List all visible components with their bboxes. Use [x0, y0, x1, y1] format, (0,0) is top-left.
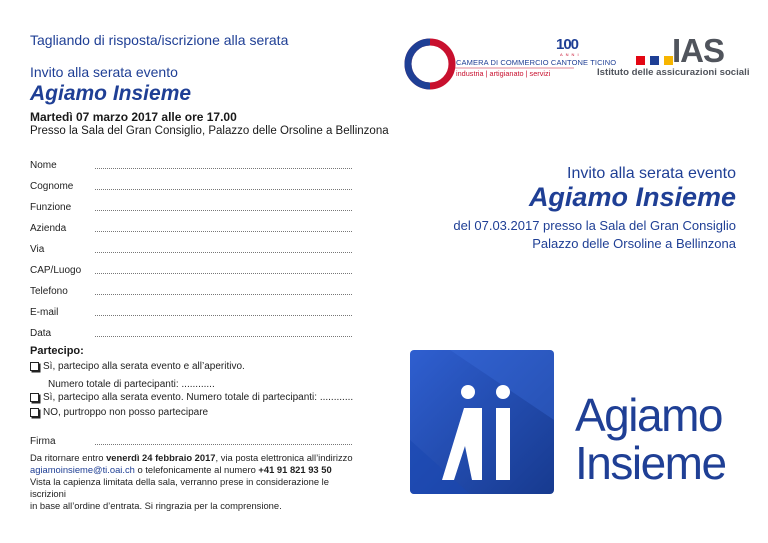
field-input-line[interactable] — [95, 264, 352, 274]
cc-name: CAMERA DI COMMERCIO CANTONE TICINO — [456, 58, 617, 67]
field-input-line[interactable] — [95, 243, 352, 253]
field-label: Via — [30, 244, 45, 255]
brand-wordmark-line2: Insieme — [575, 437, 726, 489]
cc-100-anni-badge: 100 — [556, 36, 579, 53]
form-title: Tagliando di risposta/iscrizione alla serata — [30, 32, 289, 48]
field-telefono[interactable] — [30, 276, 352, 297]
field-nome[interactable] — [30, 150, 352, 171]
participants-count-line[interactable]: Numero totale di partecipanti: ............ — [48, 379, 215, 390]
cc-sub: industria | artigianato | servizi — [456, 69, 551, 78]
footer-note: in base all’ordine d’entrata. Si ringrazia per la comprensione. — [30, 500, 282, 511]
cc-anni: ANNI — [560, 52, 582, 57]
footer-text: , via posta elettronica all’indirizzo — [215, 452, 353, 463]
field-label: Nome — [30, 160, 57, 171]
field-label: Azienda — [30, 223, 67, 234]
ias-wordmark: IAS — [672, 32, 725, 69]
option-evento[interactable] — [30, 392, 353, 403]
checkbox-icon[interactable] — [30, 393, 39, 402]
field-label: Cognome — [30, 181, 74, 192]
field-label: Funzione — [30, 202, 72, 213]
option-label: Sì, partecipo alla serata evento. Numero totale di partecipanti: ............ — [43, 392, 354, 403]
option-label: NO, purtroppo non posso partecipare — [43, 407, 209, 418]
checkbox-icon[interactable] — [30, 408, 39, 417]
footer-text: o telefonicamente al numero — [134, 464, 259, 475]
field-data[interactable] — [30, 318, 352, 339]
field-input-line[interactable] — [95, 180, 352, 190]
field-input-line[interactable] — [95, 306, 352, 316]
field-label: Telefono — [30, 286, 68, 297]
agiamo-insieme-logo-icon — [410, 350, 554, 494]
field-email[interactable] — [30, 297, 352, 318]
field-label: E-mail — [30, 307, 59, 318]
field-funzione[interactable] — [30, 192, 352, 213]
right-event-location: Palazzo delle Orsoline a Bellinzona — [532, 236, 736, 251]
field-via[interactable] — [30, 234, 352, 255]
option-label: Sì, partecipo alla serata evento e all’aperitivo. — [43, 361, 245, 372]
field-azienda[interactable] — [30, 213, 352, 234]
checkbox-icon[interactable] — [30, 362, 39, 371]
field-cap-luogo[interactable] — [30, 255, 352, 276]
field-label: CAP/Luogo — [30, 265, 82, 276]
field-firma[interactable] — [30, 426, 352, 447]
brand-wordmark-line1: Agiamo — [575, 389, 722, 441]
event-place: Presso la Sala del Gran Consiglio, Palazzo delle Orsoline a Bellinzona — [30, 125, 389, 137]
event-date: Martedì 07 marzo 2017 alle ore 17.00 — [30, 110, 237, 124]
partecipo-label: Partecipo: — [30, 345, 84, 357]
contact-email[interactable]: agiamoinsieme@ti.oai.ch — [30, 464, 135, 475]
footer-text: Da ritornare entro — [30, 452, 107, 463]
field-input-line[interactable] — [95, 222, 352, 232]
footer-note: Vista la capienza limitata della sala, verranno prese in considerazione le iscrizioni — [30, 476, 329, 499]
field-label: Data — [30, 328, 52, 339]
signature-line[interactable] — [95, 435, 352, 445]
deadline: venerdì 24 febbraio 2017 — [106, 452, 216, 463]
field-input-line[interactable] — [95, 201, 352, 211]
field-label: Firma — [30, 436, 56, 447]
right-invite: Invito alla serata evento — [567, 165, 736, 182]
field-input-line[interactable] — [95, 327, 352, 337]
field-cognome[interactable] — [30, 171, 352, 192]
return-instructions — [30, 452, 360, 512]
event-name: Agiamo Insieme — [30, 82, 192, 105]
option-no[interactable] — [30, 407, 208, 418]
field-input-line[interactable] — [95, 159, 352, 169]
right-event-name: Agiamo Insieme — [528, 182, 736, 212]
contact-phone: +41 91 821 93 50 — [258, 464, 332, 475]
ias-subtitle: Istituto delle assicurazioni sociali — [597, 67, 750, 78]
registration-fields — [30, 150, 352, 339]
right-event-details: del 07.03.2017 presso la Sala del Gran Consiglio — [453, 218, 736, 233]
option-evento-aperitivo[interactable] — [30, 361, 245, 372]
invite-heading: Invito alla serata evento — [30, 64, 178, 80]
field-input-line[interactable] — [95, 285, 352, 295]
